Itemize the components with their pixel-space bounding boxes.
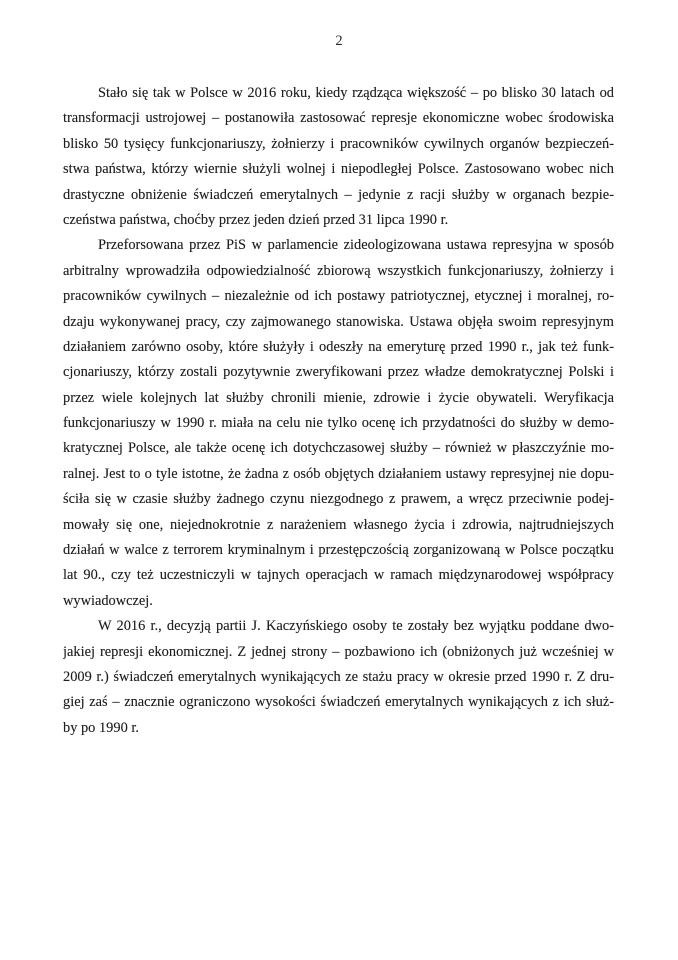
text-line: drastyczne obniżenie świadczeń emerytalnych – jedynie z racji służby w organach bezpie- <box>63 186 614 203</box>
page-number: 2 <box>335 33 343 49</box>
text-line: lat 90., czy też uczestniczyli w tajnych operacjach w ramach międzynarodowej współpracy <box>63 567 614 584</box>
text-line: blisko 50 tysięcy funkcjonariuszy, żołnierzy i pracowników cywilnych organów bezpieczeń- <box>63 135 614 152</box>
text-line: czeństwa państwa, choćby przez jeden dzień przed 31 lipca 1990 r. <box>63 211 449 228</box>
text-line: działań w walce z terrorem kryminalnym i przestępczością zorganizowaną w Polsce początku <box>63 542 614 559</box>
text-line: działaniem zarówno osoby, które służyły i odeszły na emeryturę przed 1990 r., jak też funk- <box>63 338 614 355</box>
text-line: transformacji ustrojowej – postanowiła zastosować represje ekonomiczne wobec środowiska <box>63 110 614 127</box>
paragraph <box>63 81 614 233</box>
text-line: pracowników cywilnych – niezależnie od ich postawy patriotycznej, etycznej i moralnej, ro- <box>63 288 614 305</box>
text-line: arbitralny wprowadziła odpowiedzialność zbiorową wszystkich funkcjonariuszy, żołnierzy i <box>63 262 614 279</box>
document-body <box>63 81 614 741</box>
text-line: funkcjonariuszy w 1990 r. miała na celu nie tylko ocenę ich przydatności do służby w demo- <box>63 415 614 432</box>
text-line: cjonariuszy, którzy zostali pozytywnie zweryfikowani przez władze demokratycznej Polski i <box>63 364 614 381</box>
paragraph <box>63 233 614 614</box>
text-line: 2009 r.) świadczeń emerytalnych wynikających ze stażu pracy w okresie przed 1990 r. Z dru- <box>63 668 614 685</box>
text-line: ralnej. Jest to o tyle istotne, że żadna z osób objętych działaniem ustawy represyjnej nie dopu- <box>63 465 614 482</box>
text-line: kratycznej Polsce, ale także ocenę ich dotychczasowej służby – również w płaszczyźnie mo- <box>63 440 614 457</box>
text-line: W 2016 r., decyzją partii J. Kaczyńskiego osoby te zostały bez wyjątku poddane dwo- <box>98 618 614 635</box>
text-line: przez wiele kolejnych lat służby chronili mienie, zdrowie i życie obywateli. Weryfikacja <box>63 389 614 406</box>
text-line: dzaju wykonywanej pracy, czy zajmowanego stanowiska. Ustawa objęła swoim represyjnym <box>63 313 614 330</box>
text-line: mowały się one, niejednokrotnie z narażeniem własnego życia i zdrowia, najtrudniejszych <box>63 516 614 533</box>
text-line: by po 1990 r. <box>63 719 139 736</box>
text-line: ściła się w czasie służby żadnego czynu niezgodnego z prawem, a wręcz przeciwnie podej- <box>63 491 614 508</box>
text-line: giej zaś – znacznie ograniczono wysokości świadczeń emerytalnych wynikających z ich służ- <box>63 694 614 711</box>
text-line: wywiadowczej. <box>63 592 153 609</box>
text-line: jakiej represji ekonomicznej. Z jednej strony – pozbawiono ich (obniżonych już wcześniej w <box>63 643 614 660</box>
paragraph <box>63 614 614 741</box>
text-line: Stało się tak w Polsce w 2016 roku, kiedy rządząca większość – po blisko 30 latach od <box>98 85 614 101</box>
text-line: stwa państwa, którzy wiernie służyli wolnej i niepodległej Polsce. Zastosowano wobec nich <box>63 161 614 178</box>
text-line: Przeforsowana przez PiS w parlamencie zideologizowana ustawa represyjna w sposób <box>98 237 614 254</box>
